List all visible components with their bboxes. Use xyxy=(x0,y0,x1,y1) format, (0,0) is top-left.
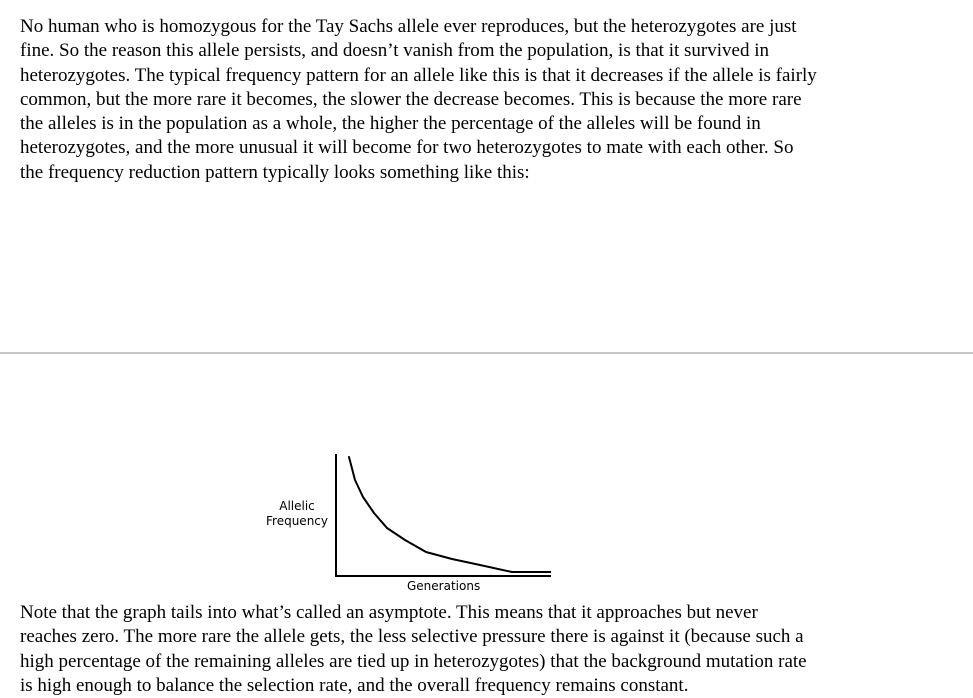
paragraph-bottom xyxy=(20,601,960,698)
paragraph-line: is high enough to balance the selection rate, and the overall frequency remains constant. xyxy=(20,674,689,696)
paragraph-line: heterozygotes, and the more unusual it will become for two heterozygotes to mate with each other. So xyxy=(20,137,794,159)
paragraph-line: heterozygotes. The typical frequency pattern for an allele like this is that it decreases if the allele is fairly xyxy=(20,64,817,86)
paragraph-line: the frequency reduction pattern typically looks something like this: xyxy=(20,161,530,183)
frequency-reduction-figure xyxy=(250,440,570,600)
paragraph-line: common, but the more rare it becomes, the slower the decrease becomes. This is because the more rare xyxy=(20,88,802,110)
y-axis-label-line1: Allelic xyxy=(279,499,315,513)
frequency-curve xyxy=(349,457,512,572)
paragraph-line: the alleles is in the population as a whole, the higher the percentage of the alleles will be found in xyxy=(20,113,761,135)
y-axis-label xyxy=(262,499,332,529)
paragraph-line: reaches zero. The more rare the allele gets, the less selective pressure there is against it (because such a xyxy=(20,626,804,648)
paragraph-line: No human who is homozygous for the Tay Sachs allele ever reproduces, but the heterozygotes are just xyxy=(20,16,797,37)
paragraph-top xyxy=(20,15,960,185)
paragraph-line: Note that the graph tails into what’s called an asymptote. This means that it approaches but never xyxy=(20,602,758,623)
page-divider xyxy=(0,352,973,354)
x-axis-label: Generations xyxy=(407,579,481,593)
y-axis-label-line2: Frequency xyxy=(266,514,328,528)
paragraph-line: high percentage of the remaining alleles are tied up in heterozygotes) that the background mutation rate xyxy=(20,650,807,672)
paragraph-line: fine. So the reason this allele persists, and doesn’t vanish from the population, is that it survived in xyxy=(20,40,769,62)
